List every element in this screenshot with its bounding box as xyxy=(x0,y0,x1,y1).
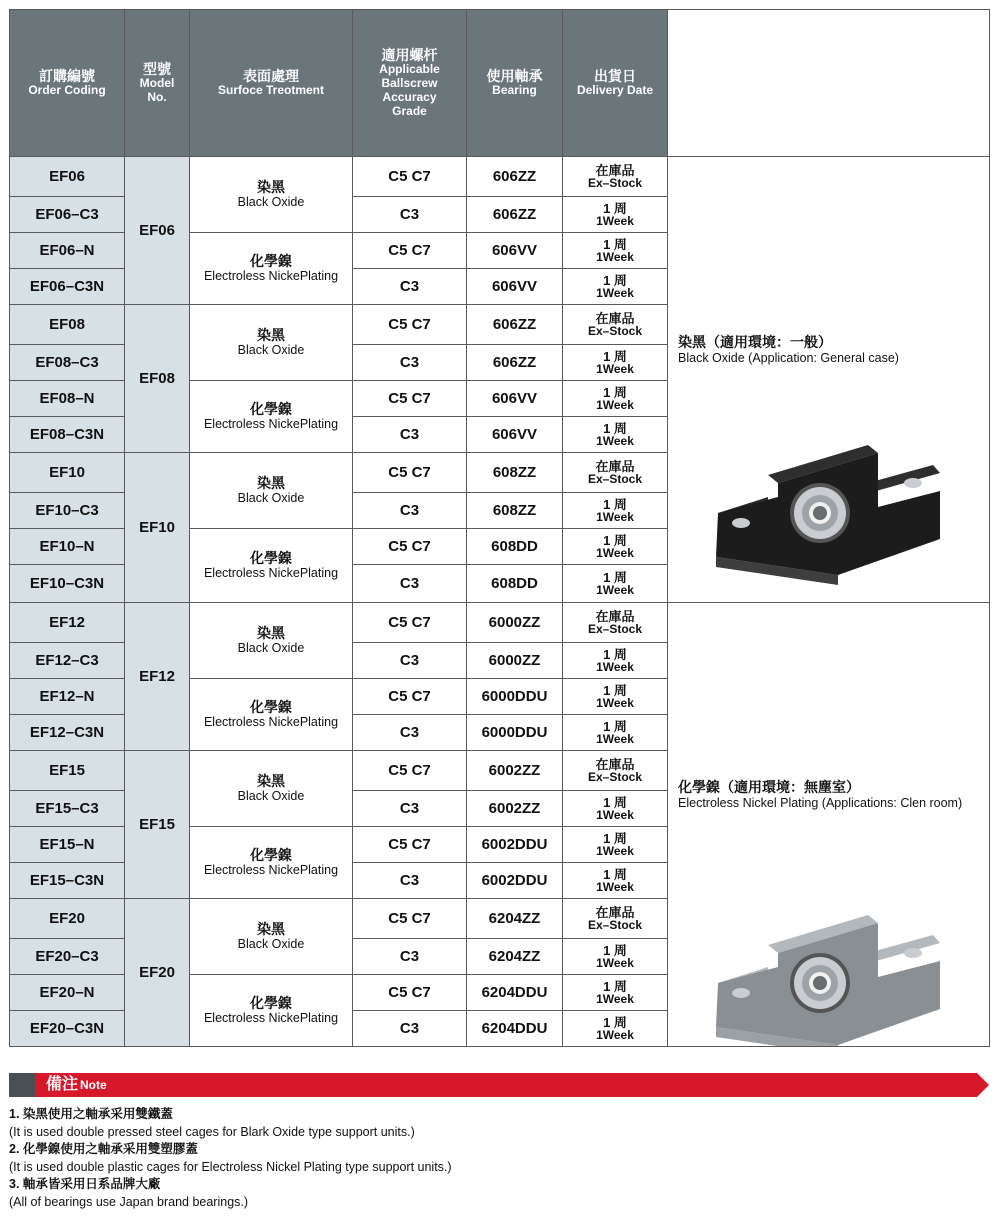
surface-treatment-cell xyxy=(190,975,353,1047)
text-zh: 1 周 xyxy=(603,831,627,846)
text-en: 1Week xyxy=(596,362,634,376)
text-en: Black Oxide (Application: General case) xyxy=(678,350,899,365)
text-zh: 1 周 xyxy=(603,421,627,436)
order-code-cell: EF06–C3 xyxy=(10,197,125,233)
image-caption xyxy=(678,779,962,811)
bearing-cell: 608ZZ xyxy=(467,453,563,493)
note-line-en: (It is used double plastic cages for Electroless Nickel Plating type support units.) xyxy=(9,1159,452,1174)
surface-treatment-cell xyxy=(190,381,353,453)
text-zh: 化學鎳 xyxy=(250,846,292,863)
bearing-cell: 6002ZZ xyxy=(467,751,563,791)
text-en: 1Week xyxy=(596,434,634,448)
order-code-cell: EF10–N xyxy=(10,529,125,565)
delivery-date-cell xyxy=(563,269,668,305)
delivery-date-cell xyxy=(563,679,668,715)
text-en: Electroless NickePlating xyxy=(203,1011,339,1025)
accuracy-grade-cell: C5 C7 xyxy=(353,157,467,197)
accuracy-grade-cell: C3 xyxy=(353,715,467,751)
text-en: Electroless NickePlating xyxy=(203,863,339,877)
note-bar xyxy=(9,1073,989,1097)
model-cell: EF06 xyxy=(125,157,190,305)
accuracy-grade-cell: C3 xyxy=(353,417,467,453)
bearing-cell: 6002DDU xyxy=(467,827,563,863)
spec-table xyxy=(9,9,990,1047)
text-en: 1Week xyxy=(596,696,634,710)
accuracy-grade-cell: C3 xyxy=(353,493,467,529)
order-code-cell: EF12–C3N xyxy=(10,715,125,751)
delivery-date-cell xyxy=(563,565,668,603)
text-en: 1Week xyxy=(596,583,634,597)
text-zh: 1 周 xyxy=(603,719,627,734)
order-code-cell: EF20 xyxy=(10,899,125,939)
surface-treatment-cell xyxy=(190,305,353,381)
delivery-date-cell xyxy=(563,899,668,939)
model-cell: EF10 xyxy=(125,453,190,603)
text-zh: 染黑 xyxy=(257,624,285,641)
bearing-cell: 6002ZZ xyxy=(467,791,563,827)
text-zh: 在庫品 xyxy=(595,163,635,178)
order-code-cell: EF15–C3N xyxy=(10,863,125,899)
text-en: 1Week xyxy=(596,992,634,1006)
note-bar-red-arrow xyxy=(35,1073,989,1097)
bearing-cell: 6000DDU xyxy=(467,715,563,751)
delivery-date-cell xyxy=(563,417,668,453)
delivery-date-cell xyxy=(563,751,668,791)
text-zh: 染黑 xyxy=(257,178,285,195)
bearing-cell: 6204ZZ xyxy=(467,939,563,975)
bearing-cell: 6204ZZ xyxy=(467,899,563,939)
order-code-cell: EF20–C3N xyxy=(10,1011,125,1047)
text-en: 1Week xyxy=(596,1028,634,1042)
text-en: Ex–Stock xyxy=(587,770,643,784)
text-zh: 化學鎳 xyxy=(250,252,292,269)
note-bar-dark-tab xyxy=(9,1073,35,1097)
order-code-cell: EF10 xyxy=(10,453,125,493)
support-unit-block-illustration xyxy=(708,905,948,1047)
text-en: 1Week xyxy=(596,732,634,746)
delivery-date-cell xyxy=(563,863,668,899)
text-en: Black Oxide xyxy=(237,937,305,951)
accuracy-grade-cell: C3 xyxy=(353,269,467,305)
text-zh: 1 周 xyxy=(603,1015,627,1030)
text-en: Black Oxide xyxy=(237,789,305,803)
text-en: Black Oxide xyxy=(237,343,305,357)
delivery-date-cell xyxy=(563,493,668,529)
text-zh: 1 周 xyxy=(603,979,627,994)
delivery-date-cell xyxy=(563,643,668,679)
surface-treatment-cell xyxy=(190,529,353,603)
text-zh: 1 周 xyxy=(603,237,627,252)
order-code-cell: EF10–C3 xyxy=(10,493,125,529)
text-zh: 1 周 xyxy=(603,943,627,958)
delivery-date-cell xyxy=(563,1011,668,1047)
image-caption xyxy=(678,334,899,366)
text-en: 1Week xyxy=(596,286,634,300)
model-cell: EF20 xyxy=(125,899,190,1047)
accuracy-grade-cell: C3 xyxy=(353,197,467,233)
text-en: Electroless Nickel Plating (Applications: Clen room) xyxy=(678,795,963,810)
header-model: 型號 Model No. xyxy=(125,10,190,157)
text-zh: 染黑 xyxy=(257,326,285,343)
text-en: Ex–Stock xyxy=(587,324,643,338)
accuracy-grade-cell: C3 xyxy=(353,345,467,381)
text-zh: 化學鎳 xyxy=(250,549,292,566)
text-zh: 1 周 xyxy=(603,867,627,882)
surface-treatment-cell xyxy=(190,751,353,827)
note-title: 備注 Note xyxy=(46,1076,107,1093)
text-zh: 化學鎳 xyxy=(250,698,292,715)
accuracy-grade-cell: C5 C7 xyxy=(353,827,467,863)
surface-treatment-cell xyxy=(190,603,353,679)
accuracy-grade-cell: C5 C7 xyxy=(353,305,467,345)
text-zh: 在庫品 xyxy=(595,311,635,326)
text-en: 1Week xyxy=(596,398,634,412)
text-en: 1Week xyxy=(596,880,634,894)
note-line-zh: 2. 化學鎳使用之軸承采用雙塑膠蓋 xyxy=(9,1142,198,1157)
header-order-coding: 訂購編號 Order Coding xyxy=(10,10,125,157)
text-zh: 化學鎳（適用環境：無塵室） xyxy=(678,778,860,795)
model-cell: EF12 xyxy=(125,603,190,751)
bearing-cell: 6204DDU xyxy=(467,975,563,1011)
nickel-plating-image-cell xyxy=(668,603,990,1047)
text-en: Ex–Stock xyxy=(587,918,643,932)
notes-list xyxy=(9,1106,989,1212)
order-code-cell: EF10–C3N xyxy=(10,565,125,603)
order-code-cell: EF15–C3 xyxy=(10,791,125,827)
delivery-date-cell xyxy=(563,975,668,1011)
delivery-date-cell xyxy=(563,197,668,233)
bearing-cell: 606VV xyxy=(467,381,563,417)
text-zh: 染黑 xyxy=(257,920,285,937)
text-en: Black Oxide xyxy=(237,641,305,655)
delivery-date-cell xyxy=(563,381,668,417)
text-zh: 在庫品 xyxy=(595,609,635,624)
bearing-cell: 6204DDU xyxy=(467,1011,563,1047)
order-code-cell: EF12 xyxy=(10,603,125,643)
accuracy-grade-cell: C5 C7 xyxy=(353,751,467,791)
text-zh: 1 周 xyxy=(603,273,627,288)
text-zh: 在庫品 xyxy=(595,905,635,920)
order-code-cell: EF20–C3 xyxy=(10,939,125,975)
text-en: 1Week xyxy=(596,660,634,674)
header-surface-treatment: 表面處理 Surfoce Treotment xyxy=(190,10,353,157)
text-en: Ex–Stock xyxy=(587,472,643,486)
text-zh: 染黑 xyxy=(257,474,285,491)
model-cell: EF15 xyxy=(125,751,190,899)
order-code-cell: EF06 xyxy=(10,157,125,197)
note-line-zh: 1. 染黑使用之軸承采用雙鐵蓋 xyxy=(9,1107,173,1121)
bearing-cell: 608ZZ xyxy=(467,493,563,529)
bearing-cell: 6000DDU xyxy=(467,679,563,715)
text-zh: 化學鎳 xyxy=(250,400,292,417)
text-en: Ex–Stock xyxy=(587,622,643,636)
text-en: 1Week xyxy=(596,956,634,970)
text-zh: 1 周 xyxy=(603,795,627,810)
order-code-cell: EF12–N xyxy=(10,679,125,715)
table-body xyxy=(10,157,990,1047)
surface-treatment-cell xyxy=(190,679,353,751)
text-zh: 在庫品 xyxy=(595,757,635,772)
accuracy-grade-cell: C3 xyxy=(353,863,467,899)
order-code-cell: EF06–N xyxy=(10,233,125,269)
header-image-column xyxy=(668,10,990,157)
delivery-date-cell xyxy=(563,827,668,863)
accuracy-grade-cell: C3 xyxy=(353,565,467,603)
accuracy-grade-cell: C5 C7 xyxy=(353,603,467,643)
accuracy-grade-cell: C5 C7 xyxy=(353,679,467,715)
surface-treatment-cell xyxy=(190,899,353,975)
bearing-cell: 606VV xyxy=(467,269,563,305)
text-zh: 1 周 xyxy=(603,385,627,400)
table-header-row xyxy=(10,10,990,157)
surface-treatment-cell xyxy=(190,157,353,233)
text-zh: 1 周 xyxy=(603,533,627,548)
surface-treatment-cell xyxy=(190,453,353,529)
accuracy-grade-cell: C3 xyxy=(353,791,467,827)
text-zh: 染黑（適用環境：一般） xyxy=(678,333,832,350)
accuracy-grade-cell: C3 xyxy=(353,1011,467,1047)
accuracy-grade-cell: C5 C7 xyxy=(353,975,467,1011)
text-zh: 1 周 xyxy=(603,647,627,662)
delivery-date-cell xyxy=(563,715,668,751)
accuracy-grade-cell: C5 C7 xyxy=(353,453,467,493)
delivery-date-cell xyxy=(563,345,668,381)
text-en: 1Week xyxy=(596,546,634,560)
delivery-date-cell xyxy=(563,453,668,493)
order-code-cell: EF06–C3N xyxy=(10,269,125,305)
text-en: 1Week xyxy=(596,844,634,858)
bearing-cell: 606ZZ xyxy=(467,305,563,345)
note-line-en: (All of bearings use Japan brand bearings.) xyxy=(9,1194,249,1209)
text-zh: 1 周 xyxy=(603,683,627,698)
note-line-zh: 3. 軸承皆采用日系品牌大廠 xyxy=(9,1177,161,1192)
delivery-date-cell xyxy=(563,305,668,345)
text-zh: 1 周 xyxy=(603,349,627,364)
delivery-date-cell xyxy=(563,939,668,975)
accuracy-grade-cell: C5 C7 xyxy=(353,233,467,269)
text-en: Electroless NickePlating xyxy=(203,417,339,431)
header-delivery-date: 出貨日 Delivery Date xyxy=(563,10,668,157)
bearing-cell: 606ZZ xyxy=(467,197,563,233)
table-row xyxy=(10,603,990,643)
order-code-cell: EF15 xyxy=(10,751,125,791)
text-en: 1Week xyxy=(596,250,634,264)
text-en: 1Week xyxy=(596,808,634,822)
surface-treatment-cell xyxy=(190,233,353,305)
text-en: 1Week xyxy=(596,510,634,524)
text-en: 1Week xyxy=(596,214,634,228)
text-zh: 1 周 xyxy=(603,201,627,216)
order-code-cell: EF08–C3N xyxy=(10,417,125,453)
bearing-cell: 6000ZZ xyxy=(467,643,563,679)
text-en: Ex–Stock xyxy=(587,176,643,190)
bearing-cell: 606ZZ xyxy=(467,157,563,197)
order-code-cell: EF08 xyxy=(10,305,125,345)
delivery-date-cell xyxy=(563,233,668,269)
bearing-cell: 606VV xyxy=(467,233,563,269)
text-en: Black Oxide xyxy=(237,195,305,209)
header-accuracy-grade: 適用螺杆 Applicable Ballscrew Accuracy Grade xyxy=(353,10,467,157)
accuracy-grade-cell: C3 xyxy=(353,643,467,679)
model-cell: EF08 xyxy=(125,305,190,453)
bearing-cell: 6000ZZ xyxy=(467,603,563,643)
bearing-cell: 6002DDU xyxy=(467,863,563,899)
order-code-cell: EF08–N xyxy=(10,381,125,417)
surface-treatment-cell xyxy=(190,827,353,899)
bearing-cell: 608DD xyxy=(467,529,563,565)
order-code-cell: EF12–C3 xyxy=(10,643,125,679)
support-unit-block-illustration xyxy=(708,435,948,585)
text-en: Black Oxide xyxy=(237,491,305,505)
black-oxide-image-cell xyxy=(668,157,990,603)
text-zh: 染黑 xyxy=(257,772,285,789)
accuracy-grade-cell: C5 C7 xyxy=(353,529,467,565)
table-row xyxy=(10,157,990,197)
text-en: Electroless NickePlating xyxy=(203,269,339,283)
text-zh: 化學鎳 xyxy=(250,994,292,1011)
delivery-date-cell xyxy=(563,603,668,643)
delivery-date-cell xyxy=(563,529,668,565)
text-zh: 1 周 xyxy=(603,570,627,585)
order-code-cell: EF08–C3 xyxy=(10,345,125,381)
accuracy-grade-cell: C5 C7 xyxy=(353,381,467,417)
text-en: Electroless NickePlating xyxy=(203,715,339,729)
bearing-cell: 606VV xyxy=(467,417,563,453)
order-code-cell: EF20–N xyxy=(10,975,125,1011)
note-line-en: (It is used double pressed steel cages for Blark Oxide type support units.) xyxy=(9,1124,415,1139)
delivery-date-cell xyxy=(563,791,668,827)
delivery-date-cell xyxy=(563,157,668,197)
bearing-cell: 606ZZ xyxy=(467,345,563,381)
text-zh: 1 周 xyxy=(603,497,627,512)
bearing-cell: 608DD xyxy=(467,565,563,603)
text-en: Electroless NickePlating xyxy=(203,566,339,580)
accuracy-grade-cell: C5 C7 xyxy=(353,899,467,939)
order-code-cell: EF15–N xyxy=(10,827,125,863)
text-zh: 在庫品 xyxy=(595,459,635,474)
header-bearing: 使用軸承 Bearing xyxy=(467,10,563,157)
accuracy-grade-cell: C3 xyxy=(353,939,467,975)
